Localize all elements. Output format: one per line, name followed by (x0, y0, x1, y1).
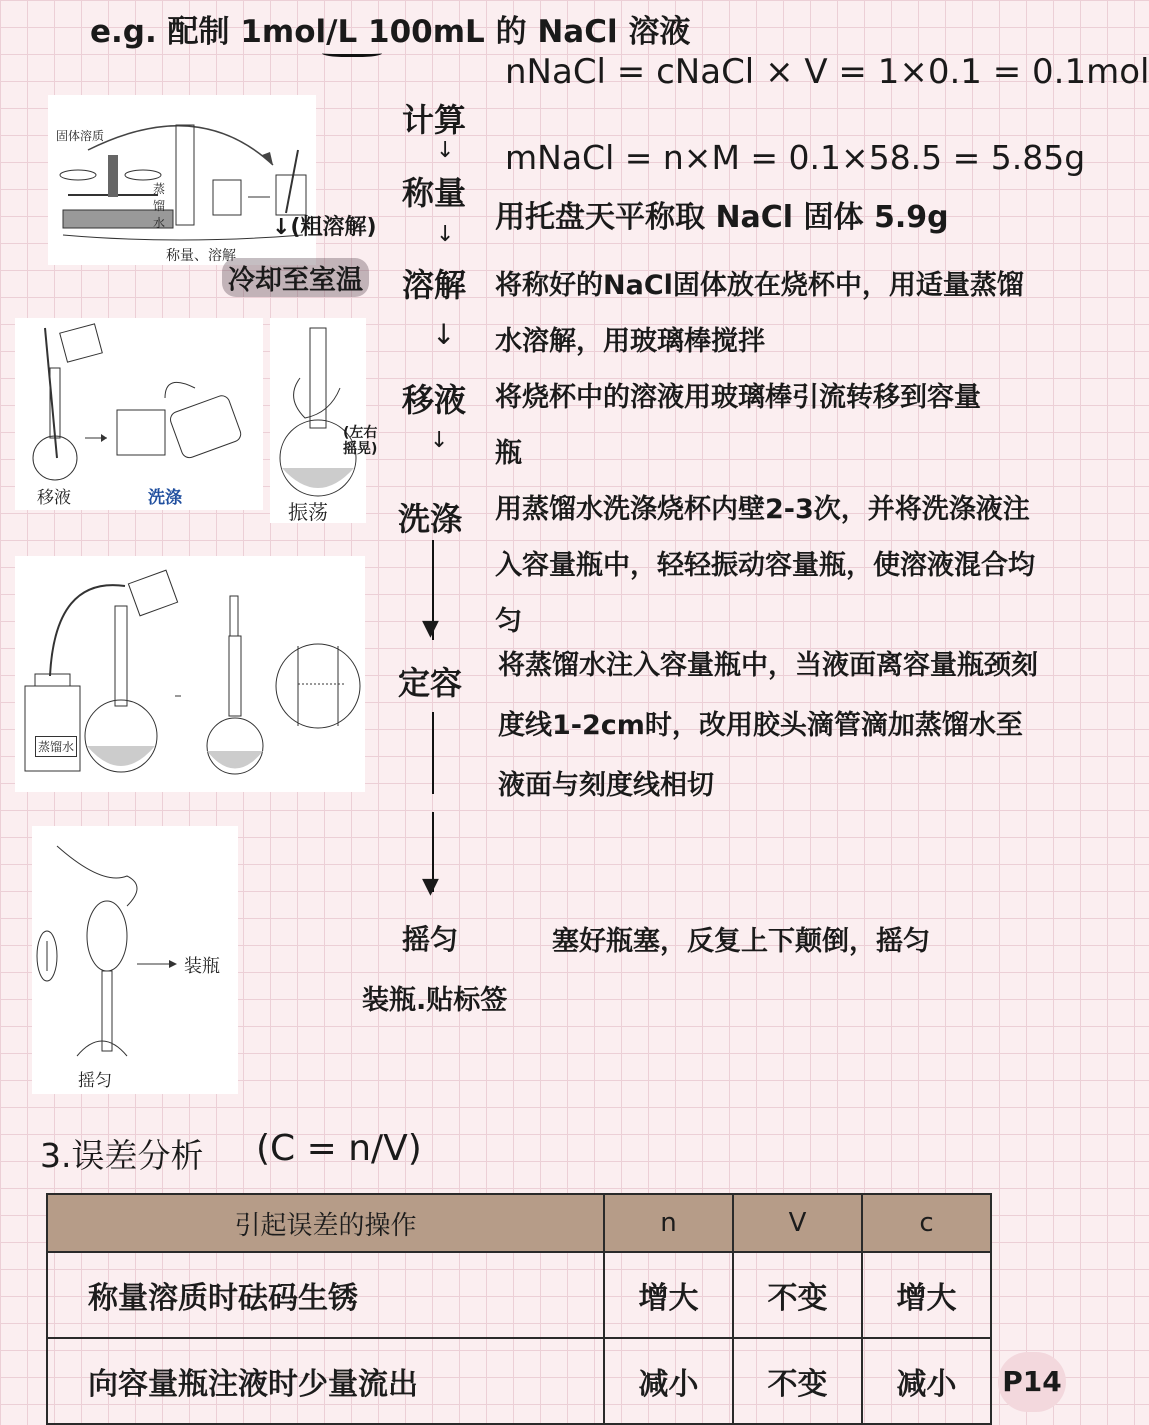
figure-invert (32, 826, 238, 1094)
desc-dissolve: 将称好的NaCl固体放在烧杯中，用适量蒸馏水溶解，用玻璃棒搅拌 (495, 270, 1024, 357)
step-transfer: 移液 (402, 381, 467, 419)
section-formula: (C = n/V) (256, 1128, 422, 1169)
table-cell-v: 不变 (733, 1252, 862, 1338)
arrow-7-head: ▼ (422, 874, 439, 899)
figure-shake (270, 318, 366, 523)
page-number: P14 (998, 1352, 1066, 1412)
label-solid: 固体溶质 (56, 129, 105, 143)
step-bottle-label: 装瓶.贴标签 (362, 985, 508, 1016)
step-volume: 定容 (398, 664, 463, 702)
desc-transfer: 将烧杯中的溶液用玻璃棒引流转移到容量瓶 (495, 382, 981, 469)
table-header-v: V (733, 1194, 862, 1252)
table-cell-operation: 向容量瓶注液时少量流出 (47, 1338, 604, 1424)
formula-mass: mNaCl = n×M = 0.1×58.5 = 5.85g (505, 138, 1086, 177)
arrow-2: ↓ (436, 222, 455, 247)
note-rough-dissolve: ↓(粗溶解) (272, 215, 377, 240)
table-cell-n: 减小 (604, 1338, 733, 1424)
shake-illustration (270, 318, 366, 523)
step-calculate: 计算 (402, 101, 467, 139)
table-cell-c: 增大 (862, 1252, 991, 1338)
transfer-illustration (15, 318, 263, 510)
arrow-1: ↓ (436, 138, 455, 163)
caption-shake: 振荡 (288, 500, 328, 524)
step-wash: 洗涤 (398, 500, 463, 538)
step-weigh: 称量 (402, 174, 467, 212)
formula-moles: nNaCl = cNaCl × V = 1×0.1 = 0.1mol (505, 52, 1149, 92)
table-header-operation: 引起误差的操作 (47, 1194, 604, 1252)
caption-invert: 摇匀 (78, 1071, 112, 1091)
step-dissolve: 溶解 (402, 266, 467, 304)
figure-volume (15, 556, 365, 792)
error-table (46, 1193, 992, 1425)
table-header-n: n (604, 1194, 733, 1252)
desc-volume: 将蒸馏水注入容量瓶中，当液面离容量瓶颈刻度线1-2cm时，改用胶头滴管滴加蒸馏水至液面与刻度线相切 (498, 650, 1038, 801)
example-title: e.g. 配制 1mol/L 100mL 的 NaCl 溶液 (90, 14, 691, 50)
table-cell-operation: 称量溶质时砝码生锈 (47, 1252, 604, 1338)
caption-transfer: 移液 (37, 488, 71, 508)
arrow-4: ↓ (430, 428, 449, 453)
table-header-row (47, 1194, 991, 1252)
label-bottling: 装瓶 (184, 956, 220, 977)
figure-transfer-wash (15, 318, 263, 510)
caption-weigh-dissolve: 称量、溶解 (166, 248, 236, 264)
desc-wash: 用蒸馏水洗涤烧杯内壁2-3次，并将洗涤液注入容量瓶中，轻轻振动容量瓶，使溶液混合均匀 (495, 494, 1035, 637)
table-cell-c: 减小 (862, 1338, 991, 1424)
table-row (47, 1252, 991, 1338)
note-cool-room-temp: 冷却至室温 (222, 258, 369, 297)
table-header-c: c (862, 1194, 991, 1252)
table-cell-n: 增大 (604, 1252, 733, 1338)
arrow-3: ↓ (432, 318, 456, 351)
desc-mix: 塞好瓶塞，反复上下颠倒，摇匀 (552, 926, 930, 957)
note-shake-side: (左右摇晃) (343, 425, 378, 457)
label-water: 蒸馏水 (153, 182, 166, 230)
table-row (47, 1338, 991, 1424)
table-cell-v: 不变 (733, 1338, 862, 1424)
arrow-6-line (432, 712, 434, 794)
arrow-5-head: ▼ (422, 616, 439, 641)
step-mix: 摇匀 (402, 923, 459, 956)
label-water-bottle: 蒸馏水 (35, 736, 77, 757)
underline-decoration (322, 48, 382, 57)
caption-wash: 洗涤 (148, 488, 182, 508)
section-title: 3.误差分析 (40, 1136, 204, 1175)
desc-weigh: 用托盘天平称取 NaCl 固体 5.9g (495, 200, 949, 235)
